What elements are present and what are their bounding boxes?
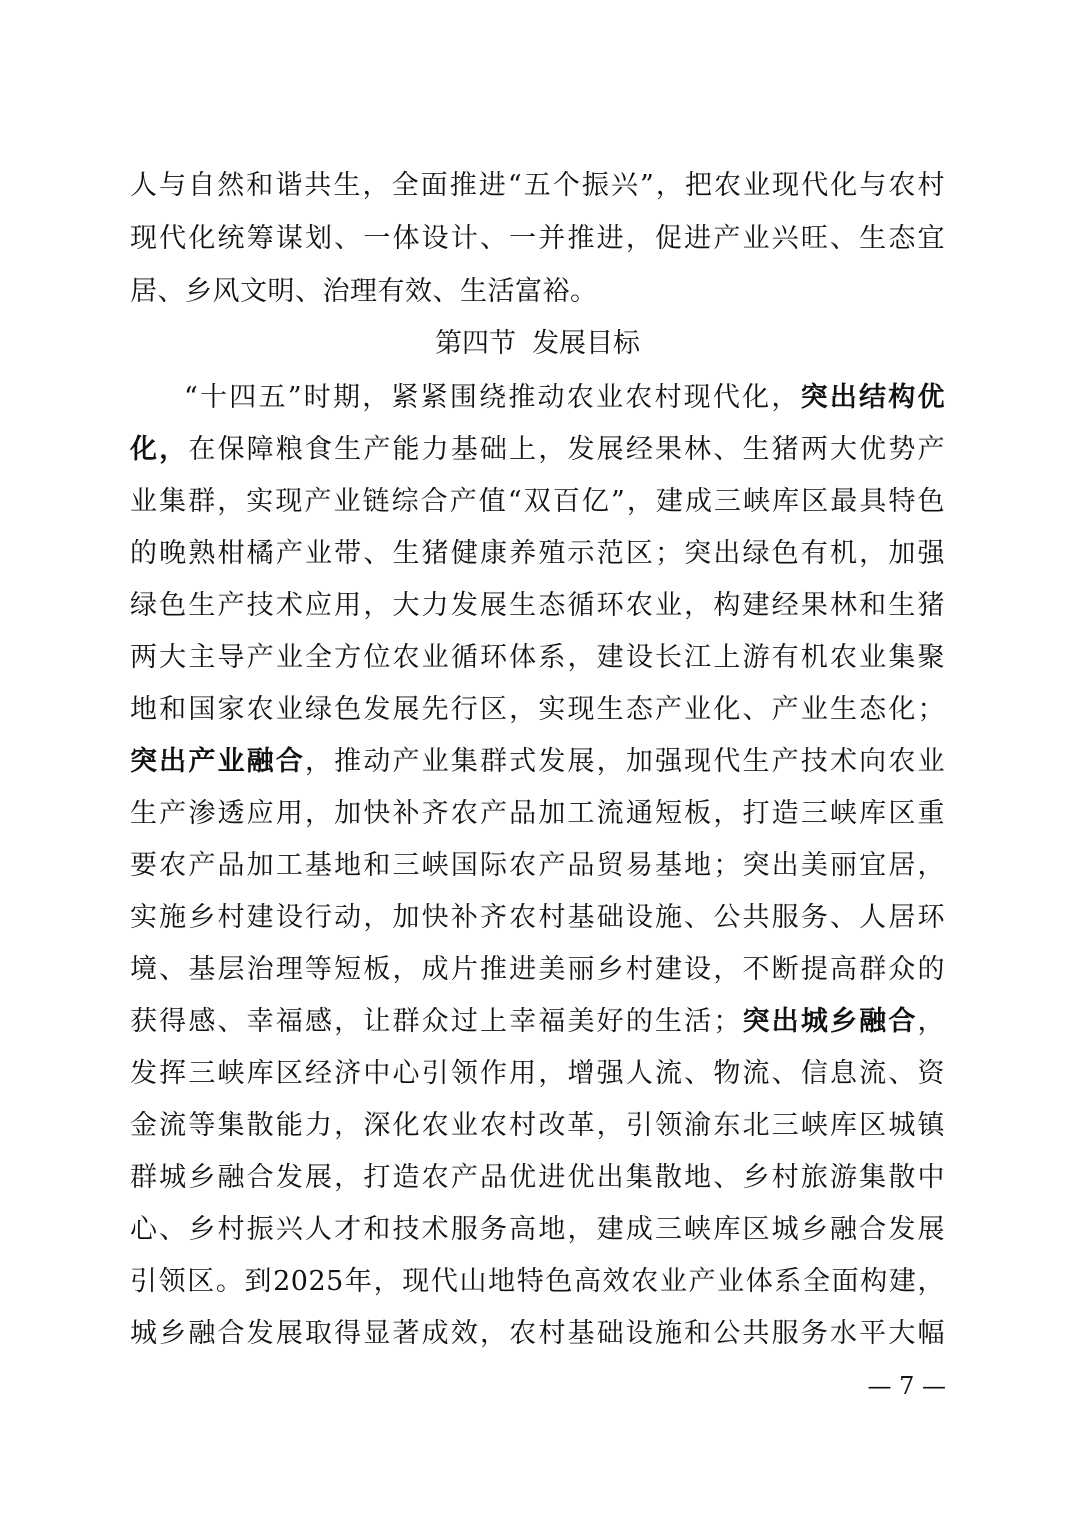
page-number: — 7 — — [867, 1372, 946, 1400]
paragraph-line — [130, 996, 945, 1048]
paragraph-line: 的晚熟柑橘产业带、生猪健康养殖示范区；突出绿色有机，加强 — [130, 538, 945, 569]
bold-emphasis: 突出产业融合 — [130, 746, 305, 777]
text-run: 获得感、幸福感，让群众过上幸福美好的生活； — [130, 1006, 741, 1037]
paragraph-line: 现代化统筹谋划、一体设计、一并推进，促进产业兴旺、生态宜 — [130, 223, 945, 254]
section-heading — [130, 318, 945, 370]
paragraph-line: 居、乡风文明、治理有效、生活富裕。 — [130, 276, 598, 307]
bold-emphasis: 化， — [130, 434, 189, 465]
paragraph-line: 要农产品加工基地和三峡国际农产品贸易基地；突出美丽宜居， — [130, 850, 945, 881]
paragraph-line: 绿色生产技术应用，大力发展生态循环农业，构建经果林和生猪 — [130, 590, 945, 621]
paragraph-line — [184, 372, 945, 424]
paragraph-line: 境、基层治理等短板，成片推进美丽乡村建设，不断提高群众的 — [130, 954, 945, 985]
paragraph-line — [130, 424, 945, 476]
paragraph-line: 发挥三峡库区经济中心引领作用，增强人流、物流、信息流、资 — [130, 1058, 945, 1089]
paragraph-line: 业集群，实现产业链综合产值“双百亿”，建成三峡库区最具特色 — [130, 486, 945, 517]
text-run: ， — [917, 1006, 945, 1037]
paragraph-line: 城乡融合发展取得显著成效，农村基础设施和公共服务水平大幅 — [130, 1318, 945, 1349]
paragraph-line — [130, 736, 945, 788]
paragraph-line: 地和国家农业绿色发展先行区，实现生态产业化、产业生态化； — [130, 694, 945, 725]
paragraph-line: 实施乡村建设行动，加快补齐农村基础设施、公共服务、人居环 — [130, 902, 945, 933]
text-run: 在保障粮食生产能力基础上，发展经果林、生猪两大优势产 — [188, 434, 945, 465]
paragraph-line: 金流等集散能力，深化农业农村改革，引领渝东北三峡库区城镇 — [130, 1110, 945, 1141]
paragraph-line: 两大主导产业全方位农业循环体系，建设长江上游有机农业集聚 — [130, 642, 945, 673]
paragraph-line: 生产渗透应用，加快补齐农产品加工流通短板，打造三峡库区重 — [130, 798, 945, 829]
paragraph-line: 心、乡村振兴人才和技术服务高地，建成三峡库区城乡融合发展 — [130, 1214, 945, 1245]
paragraph-line: 人与自然和谐共生，全面推进“五个振兴”，把农业现代化与农村 — [130, 170, 945, 201]
bold-emphasis: 突出结构优 — [800, 382, 945, 413]
paragraph-line: 群城乡融合发展，打造农产品优进优出集散地、乡村旅游集散中 — [130, 1162, 945, 1193]
text-run: ，推动产业集群式发展，加强现代生产技术向农业 — [305, 746, 945, 777]
section-title: 发展目标 — [532, 328, 640, 359]
paragraph-line: 引领区。到2025年，现代山地特色高效农业产业体系全面构建， — [130, 1266, 945, 1297]
section-number: 第四节 — [435, 328, 516, 359]
bold-emphasis: 突出城乡融合 — [740, 1006, 918, 1037]
text-run: “十四五”时期，紧紧围绕推动农业农村现代化， — [184, 382, 801, 413]
